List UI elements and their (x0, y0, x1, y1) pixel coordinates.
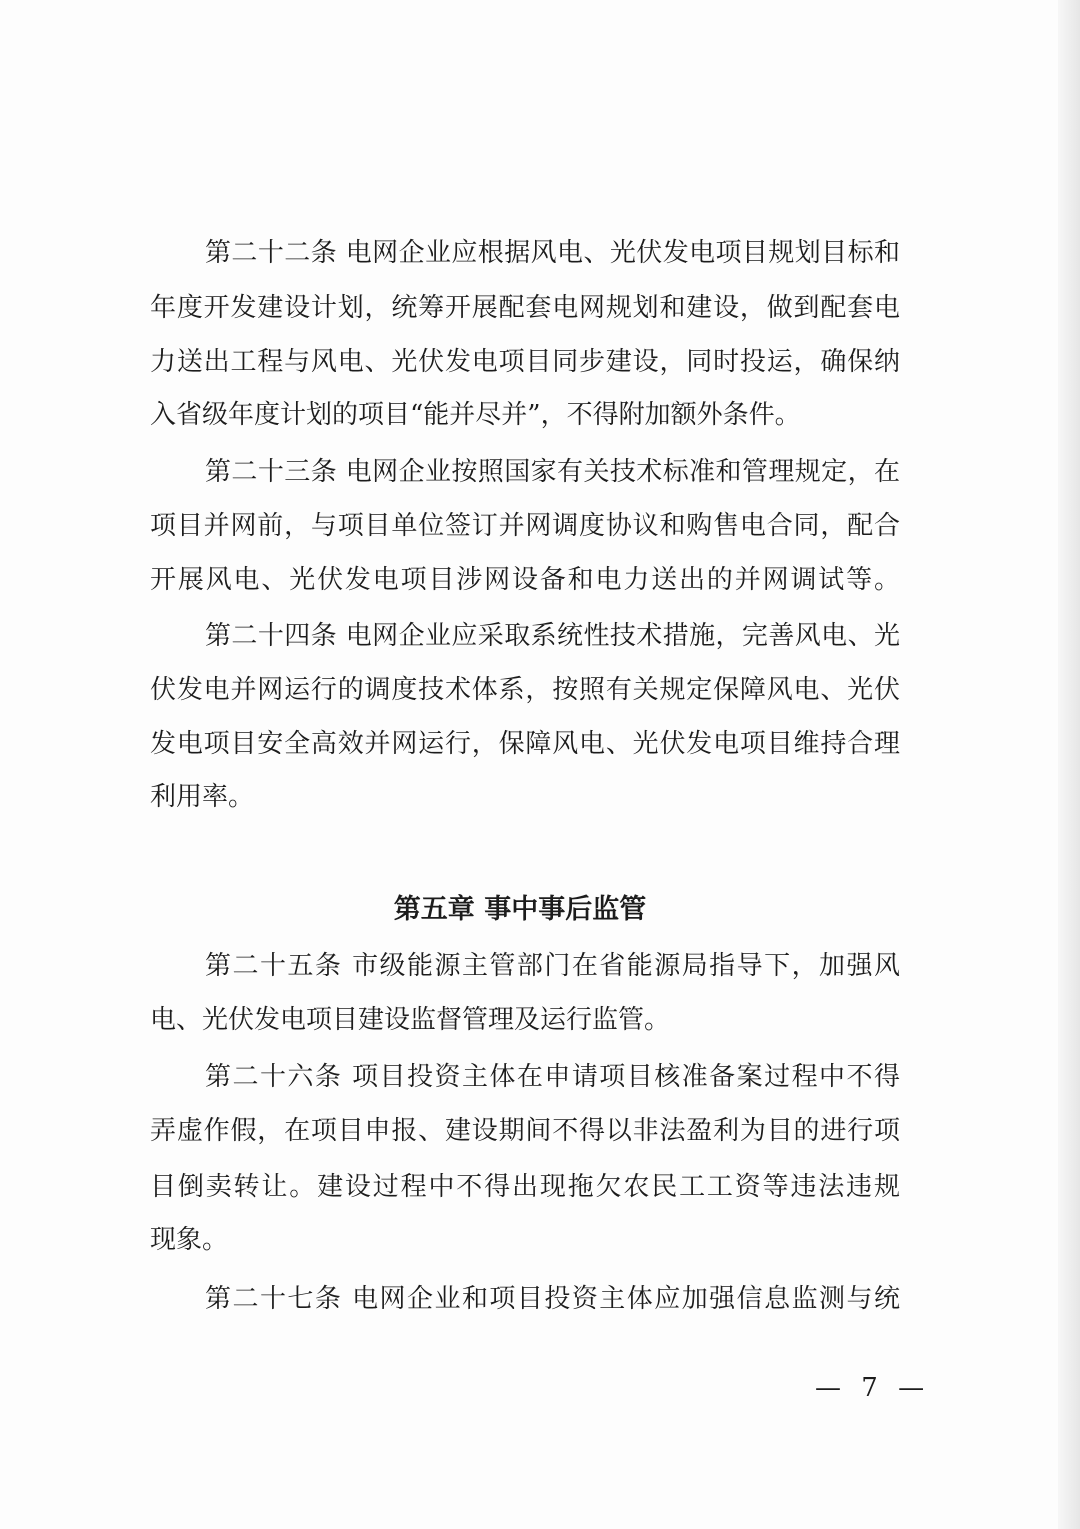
text-line: 第二十六条 项目投资主体在申请项目核准备案过程中不得 (205, 1062, 900, 1092)
text-line: 第二十四条 电网企业应采取系统性技术措施，完善风电、光 (205, 621, 900, 651)
text-line: 伏发电并网运行的调度技术体系，按照有关规定保障风电、光伏 (150, 675, 900, 705)
text-line: 第二十三条 电网企业按照国家有关技术标准和管理规定，在 (205, 457, 900, 487)
text-line: 项目并网前，与项目单位签订并网调度协议和购售电合同，配合 (150, 511, 900, 541)
text-line: 发电项目安全高效并网运行，保障风电、光伏发电项目维持合理 (150, 729, 900, 759)
text-line: 第二十五条 市级能源主管部门在省能源局指导下，加强风 (205, 951, 900, 981)
text-line: 年度开发建设计划，统筹开展配套电网规划和建设，做到配套电 (150, 293, 900, 323)
text-line: 现象。 (150, 1225, 229, 1255)
text-line: 弄虚作假，在项目申报、建设期间不得以非法盈利为目的进行项 (150, 1116, 900, 1146)
scan-edge-shadow (1058, 0, 1080, 1529)
text-line: 力送出工程与风电、光伏发电项目同步建设，同时投运，确保纳 (150, 347, 900, 377)
text-line: 电、光伏发电项目建设监督管理及运行监管。 (150, 1005, 671, 1035)
text-line: 目倒卖转让。建设过程中不得出现拖欠农民工工资等违法违规 (150, 1172, 900, 1202)
text-line: 入省级年度计划的项目“能并尽并”，不得附加额外条件。 (150, 400, 801, 430)
text-line: 开展风电、光伏发电项目涉网设备和电力送出的并网调试等。 (150, 565, 900, 595)
text-line: 第二十七条 电网企业和项目投资主体应加强信息监测与统 (205, 1284, 900, 1314)
page-number: — 7 — (815, 1373, 931, 1403)
text-line: 第二十二条 电网企业应根据风电、光伏发电项目规划目标和 (205, 238, 900, 268)
chapter-heading: 第五章 事中事后监管 (393, 894, 647, 925)
text-line: 利用率。 (150, 782, 255, 812)
